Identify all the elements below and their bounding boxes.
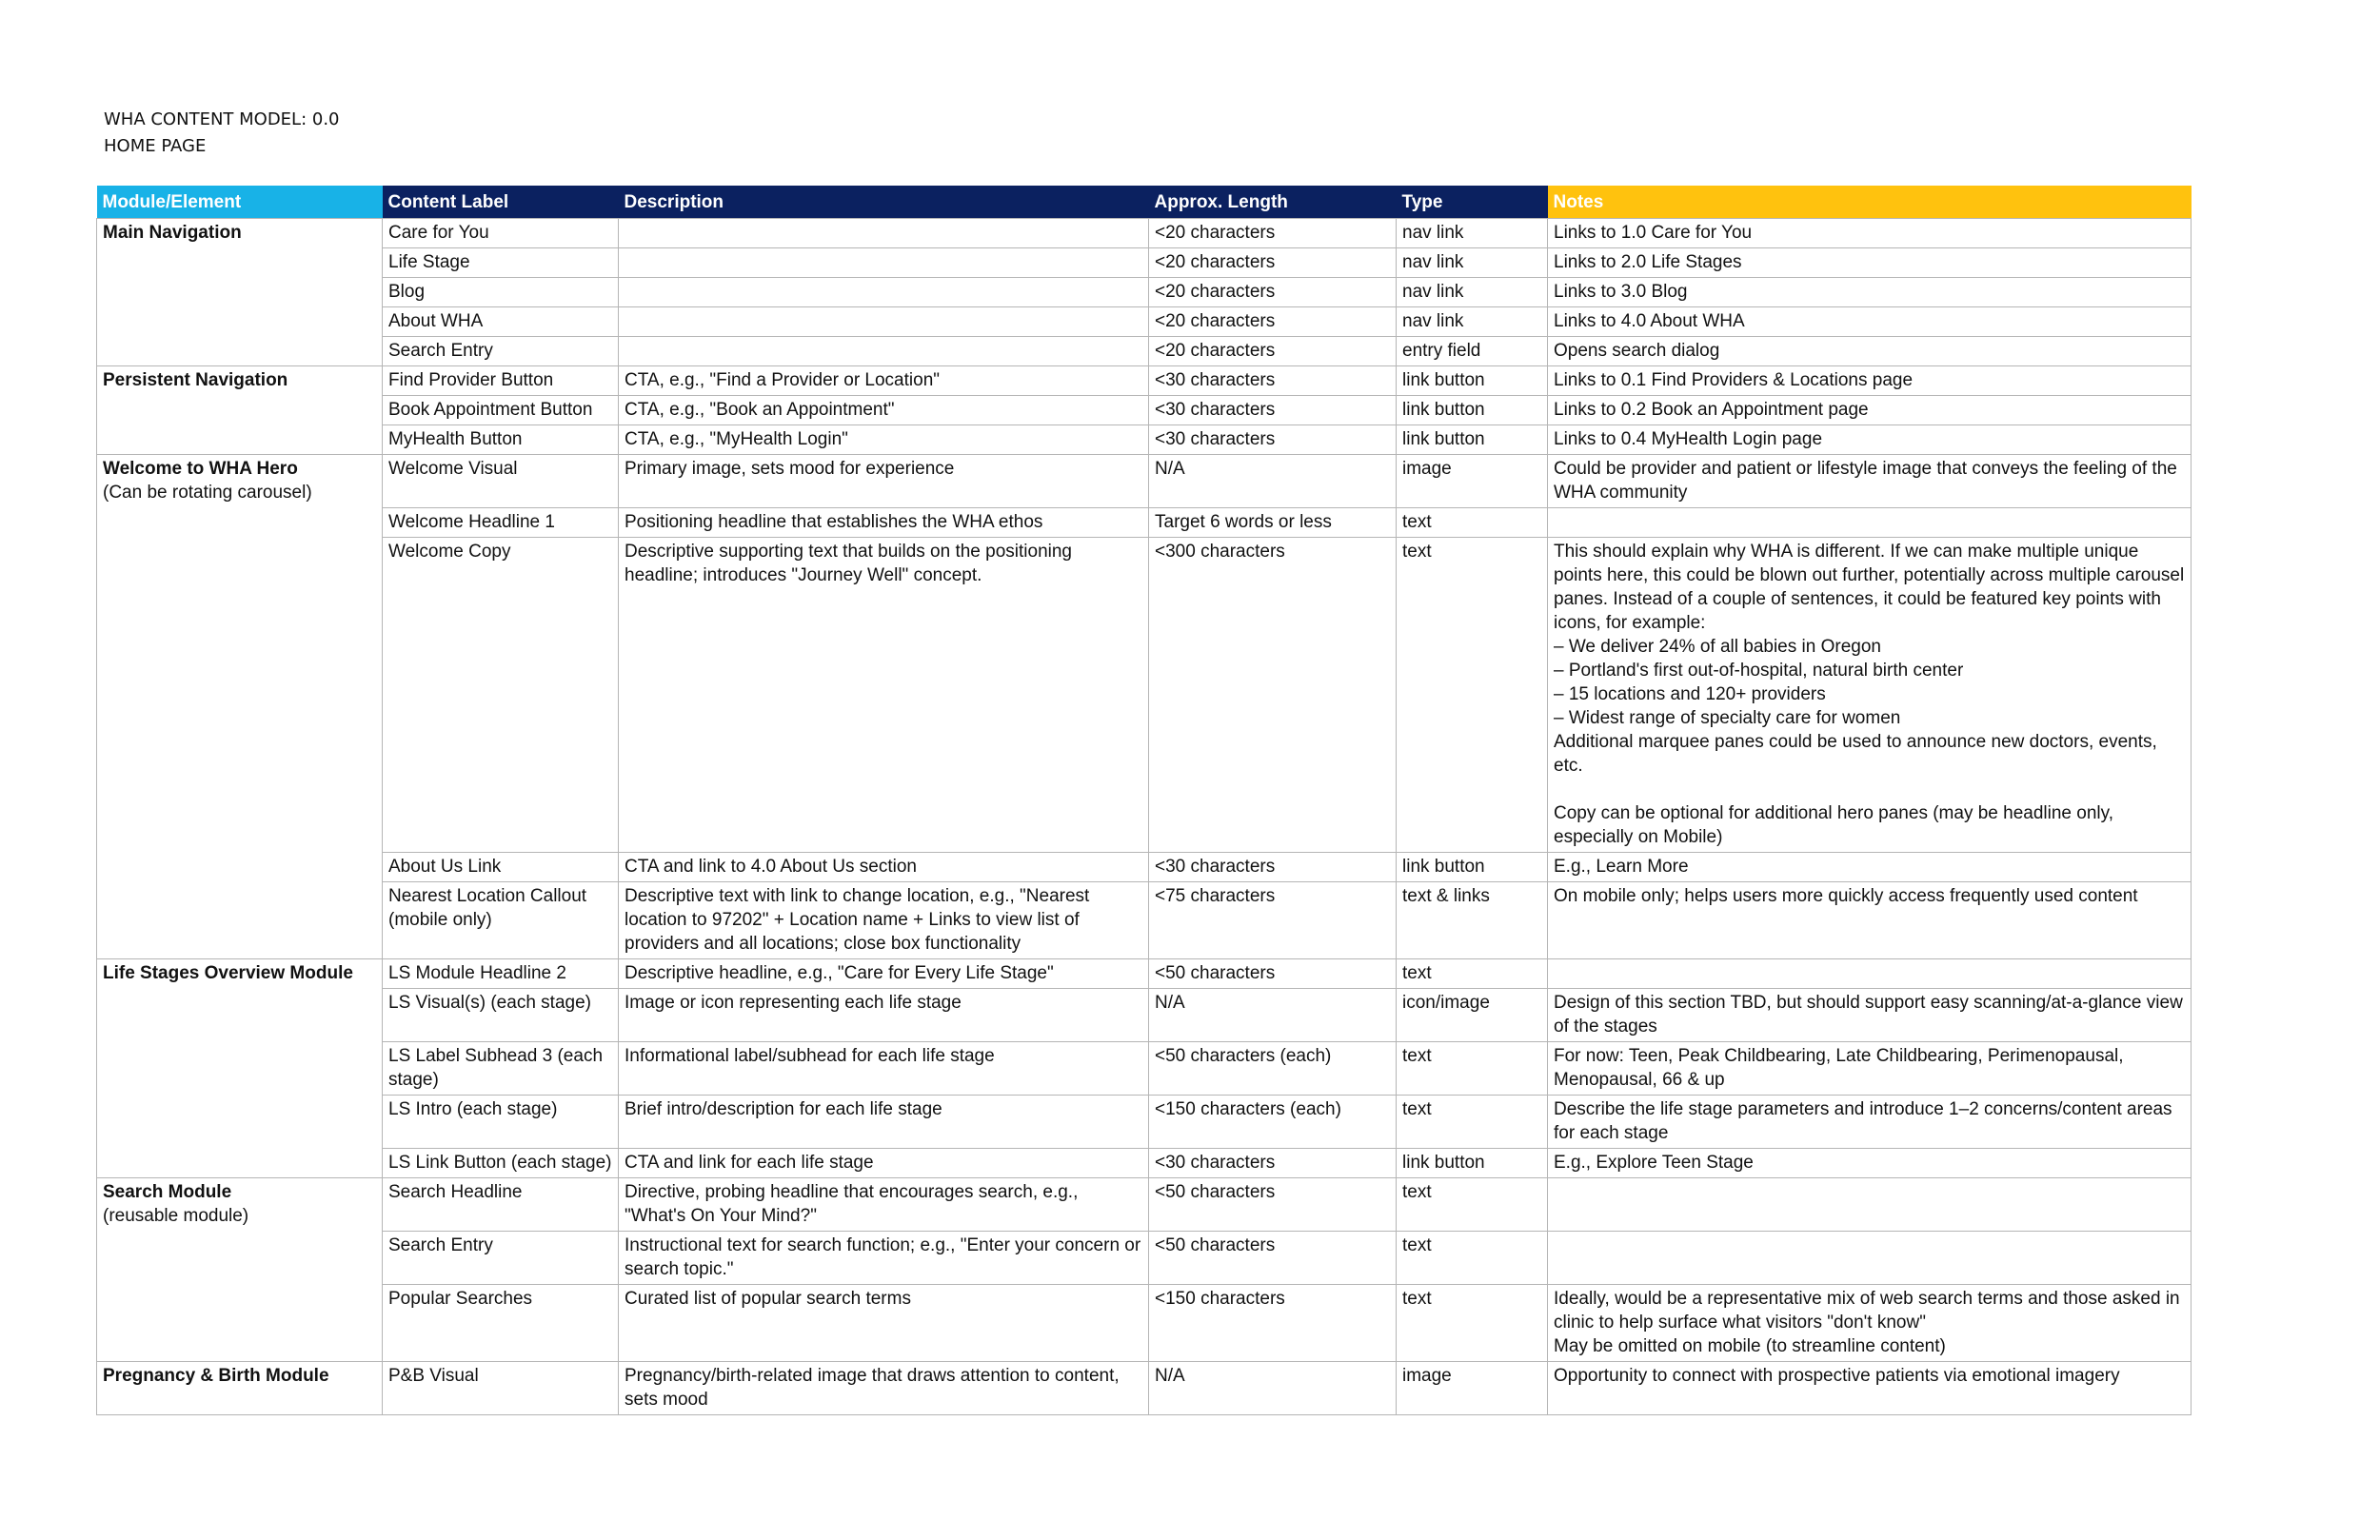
content-label-cell: Welcome Visual [383, 455, 619, 508]
type-cell: link button [1397, 396, 1548, 425]
description-cell [619, 248, 1149, 278]
description-cell: Brief intro/description for each life stage [619, 1096, 1149, 1149]
content-label-cell: MyHealth Button [383, 425, 619, 455]
module-cell [97, 455, 383, 959]
approx-length-cell: <50 characters [1149, 1232, 1397, 1285]
type-cell: icon/image [1397, 989, 1548, 1042]
type-cell: image [1397, 455, 1548, 508]
type-cell: image [1397, 1362, 1548, 1415]
content-label-cell: LS Link Button (each stage) [383, 1149, 619, 1178]
table-row [97, 455, 2192, 508]
approx-length-cell: <30 characters [1149, 396, 1397, 425]
type-cell: nav link [1397, 248, 1548, 278]
approx-length-cell: <150 characters [1149, 1285, 1397, 1362]
header-description: Description [619, 186, 1149, 219]
type-cell: link button [1397, 1149, 1548, 1178]
module-name: Life Stages Overview Module [103, 963, 353, 983]
content-label-cell: P&B Visual [383, 1362, 619, 1415]
table-row [97, 1285, 2192, 1362]
module-name: Main Navigation [103, 223, 242, 243]
table-row [97, 1232, 2192, 1285]
approx-length-cell: N/A [1149, 989, 1397, 1042]
content-label-cell: Blog [383, 278, 619, 307]
description-cell [619, 337, 1149, 366]
table-row [97, 1042, 2192, 1096]
approx-length-cell: <20 characters [1149, 307, 1397, 337]
notes-paragraph: – We deliver 24% of all babies in Oregon [1554, 637, 1881, 657]
module-name: Search Module [103, 1182, 232, 1202]
type-cell: text [1397, 508, 1548, 538]
content-label-cell: LS Module Headline 2 [383, 959, 619, 989]
type-cell: entry field [1397, 337, 1548, 366]
content-label-cell: Welcome Headline 1 [383, 508, 619, 538]
approx-length-cell: <150 characters (each) [1149, 1096, 1397, 1149]
content-model-table [96, 186, 2192, 1415]
approx-length-cell: <50 characters [1149, 959, 1397, 989]
content-label-cell: Nearest Location Callout (mobile only) [383, 882, 619, 959]
table-row [97, 248, 2192, 278]
type-cell: text [1397, 538, 1548, 853]
notes-paragraph [1554, 961, 2185, 985]
notes-paragraph: Opportunity to connect with prospective patients via emotional imagery [1554, 1366, 2120, 1386]
module-subtitle: (Can be rotating carousel) [103, 483, 312, 503]
notes-cell [1548, 1149, 2192, 1178]
description-cell: Curated list of popular search terms [619, 1285, 1149, 1362]
table-row [97, 219, 2192, 248]
type-cell: text & links [1397, 882, 1548, 959]
approx-length-cell: <20 characters [1149, 337, 1397, 366]
content-label-cell: About Us Link [383, 853, 619, 882]
table-row [97, 1362, 2192, 1415]
table-row [97, 396, 2192, 425]
content-label-cell: About WHA [383, 307, 619, 337]
table-row [97, 853, 2192, 882]
notes-cell [1548, 882, 2192, 959]
approx-length-cell: Target 6 words or less [1149, 508, 1397, 538]
approx-length-cell: <20 characters [1149, 278, 1397, 307]
table-row [97, 538, 2192, 853]
notes-paragraph: Could be provider and patient or lifestyle image that conveys the feeling of the WHA community [1554, 459, 2177, 503]
notes-cell [1548, 307, 2192, 337]
notes-paragraph: Links to 0.1 Find Providers & Locations page [1554, 370, 1914, 390]
table-row [97, 959, 2192, 989]
table-row [97, 508, 2192, 538]
table-row [97, 307, 2192, 337]
description-cell [619, 219, 1149, 248]
notes-paragraph [1554, 1234, 2185, 1257]
notes-cell [1548, 248, 2192, 278]
table-row [97, 989, 2192, 1042]
notes-cell [1548, 1362, 2192, 1415]
content-label-cell: Life Stage [383, 248, 619, 278]
type-cell: link button [1397, 853, 1548, 882]
content-label-cell: Care for You [383, 219, 619, 248]
content-label-cell: Welcome Copy [383, 538, 619, 853]
notes-paragraph: Links to 0.4 MyHealth Login page [1554, 429, 1823, 449]
module-subtitle: (reusable module) [103, 1206, 249, 1226]
notes-cell [1548, 219, 2192, 248]
notes-cell [1548, 959, 2192, 989]
notes-paragraph: Opens search dialog [1554, 341, 1720, 361]
type-cell: text [1397, 1285, 1548, 1362]
document-subtitle: HOME PAGE [104, 136, 207, 156]
description-cell: Directive, probing headline that encourages search, e.g., "What's On Your Mind?" [619, 1178, 1149, 1232]
content-label-cell: LS Visual(s) (each stage) [383, 989, 619, 1042]
table-row [97, 337, 2192, 366]
module-cell [97, 1178, 383, 1362]
notes-cell [1548, 1232, 2192, 1285]
approx-length-cell: <30 characters [1149, 853, 1397, 882]
description-cell: Positioning headline that establishes the WHA ethos [619, 508, 1149, 538]
header-module-element: Module/Element [97, 186, 383, 219]
notes-paragraph [1554, 510, 2185, 534]
notes-cell [1548, 1178, 2192, 1232]
notes-paragraph: Links to 3.0 Blog [1554, 282, 1688, 302]
description-cell: CTA, e.g., "Find a Provider or Location" [619, 366, 1149, 396]
table-header-row [97, 186, 2192, 219]
type-cell: text [1397, 1232, 1548, 1285]
notes-paragraph: Design of this section TBD, but should support easy scanning/at-a-glance view of the stages [1554, 993, 2183, 1037]
notes-paragraph: Copy can be optional for additional hero panes (may be headline only, especially on Mobile) [1554, 803, 2113, 847]
content-label-cell: Book Appointment Button [383, 396, 619, 425]
notes-cell [1548, 538, 2192, 853]
notes-paragraph: Additional marquee panes could be used to announce new doctors, events, etc. [1554, 732, 2157, 776]
notes-paragraph: – Portland's first out-of-hospital, natural birth center [1554, 661, 1964, 681]
content-label-cell: Popular Searches [383, 1285, 619, 1362]
header-content-label: Content Label [383, 186, 619, 219]
notes-paragraph: For now: Teen, Peak Childbearing, Late Childbearing, Perimenopausal, Menopausal, 66 & up [1554, 1046, 2124, 1090]
approx-length-cell: <75 characters [1149, 882, 1397, 959]
description-cell [619, 278, 1149, 307]
notes-paragraph: Describe the life stage parameters and introduce 1–2 concerns/content areas for each stage [1554, 1099, 2172, 1143]
notes-cell [1548, 337, 2192, 366]
notes-paragraph: On mobile only; helps users more quickly access frequently used content [1554, 886, 2138, 906]
notes-paragraph: Links to 1.0 Care for You [1554, 223, 1753, 243]
notes-paragraph: May be omitted on mobile (to streamline content) [1554, 1336, 1946, 1356]
description-cell [619, 307, 1149, 337]
approx-length-cell: N/A [1149, 1362, 1397, 1415]
description-cell: CTA, e.g., "MyHealth Login" [619, 425, 1149, 455]
notes-paragraph [1554, 1180, 2185, 1204]
notes-cell [1548, 853, 2192, 882]
description-cell: Informational label/subhead for each life stage [619, 1042, 1149, 1096]
notes-paragraph: E.g., Learn More [1554, 857, 1689, 877]
type-cell: text [1397, 959, 1548, 989]
notes-cell [1548, 278, 2192, 307]
notes-paragraph: This should explain why WHA is different. If we can make multiple unique points here, this could be blown out further, potentially across multiple carousel panes. Instead of a couple of sentences, it could be featured key points with icons, for example: [1554, 542, 2185, 633]
module-name: Persistent Navigation [103, 370, 288, 390]
type-cell: link button [1397, 366, 1548, 396]
notes-paragraph: E.g., Explore Teen Stage [1554, 1153, 1754, 1173]
notes-paragraph [1554, 778, 2185, 801]
document-title: WHA CONTENT MODEL: 0.0 [104, 109, 340, 129]
description-cell: Descriptive supporting text that builds on the positioning headline; introduces "Journey Well" concept. [619, 538, 1149, 853]
notes-cell [1548, 1042, 2192, 1096]
type-cell: link button [1397, 425, 1548, 455]
table-row [97, 278, 2192, 307]
notes-paragraph: Links to 4.0 About WHA [1554, 311, 1745, 331]
content-label-cell: LS Label Subhead 3 (each stage) [383, 1042, 619, 1096]
approx-length-cell: <20 characters [1149, 219, 1397, 248]
approx-length-cell: <30 characters [1149, 1149, 1397, 1178]
module-cell [97, 959, 383, 1178]
table-row [97, 425, 2192, 455]
notes-paragraph: – 15 locations and 120+ providers [1554, 684, 1826, 704]
notes-paragraph: Links to 0.2 Book an Appointment page [1554, 400, 1869, 420]
type-cell: nav link [1397, 278, 1548, 307]
table-row [97, 1096, 2192, 1149]
description-cell: CTA and link for each life stage [619, 1149, 1149, 1178]
table-body [97, 219, 2192, 1415]
table-row [97, 366, 2192, 396]
content-label-cell: LS Intro (each stage) [383, 1096, 619, 1149]
description-cell: Descriptive headline, e.g., "Care for Every Life Stage" [619, 959, 1149, 989]
content-label-cell: Search Entry [383, 337, 619, 366]
type-cell: nav link [1397, 219, 1548, 248]
approx-length-cell: <50 characters (each) [1149, 1042, 1397, 1096]
document-header [104, 107, 340, 160]
notes-paragraph: Ideally, would be a representative mix of web search terms and those asked in clinic to help surface what visitors "don't know" [1554, 1289, 2180, 1333]
approx-length-cell: <30 characters [1149, 366, 1397, 396]
type-cell: text [1397, 1178, 1548, 1232]
description-cell: Image or icon representing each life stage [619, 989, 1149, 1042]
notes-cell [1548, 366, 2192, 396]
content-label-cell: Find Provider Button [383, 366, 619, 396]
header-type: Type [1397, 186, 1548, 219]
content-label-cell: Search Headline [383, 1178, 619, 1232]
description-cell: Primary image, sets mood for experience [619, 455, 1149, 508]
description-cell: Pregnancy/birth-related image that draws attention to content, sets mood [619, 1362, 1149, 1415]
description-cell: Instructional text for search function; e.g., "Enter your concern or search topic." [619, 1232, 1149, 1285]
notes-cell [1548, 1285, 2192, 1362]
description-cell: Descriptive text with link to change location, e.g., "Nearest location to 97202" + Location name + Links to view list of providers and all locations; close box functionality [619, 882, 1149, 959]
notes-cell [1548, 455, 2192, 508]
header-approx-length: Approx. Length [1149, 186, 1397, 219]
notes-paragraph: – Widest range of specialty care for women [1554, 708, 1901, 728]
type-cell: nav link [1397, 307, 1548, 337]
table-row [97, 1178, 2192, 1232]
table-row [97, 1149, 2192, 1178]
type-cell: text [1397, 1096, 1548, 1149]
approx-length-cell: <30 characters [1149, 425, 1397, 455]
description-cell: CTA, e.g., "Book an Appointment" [619, 396, 1149, 425]
module-name: Welcome to WHA Hero [103, 459, 298, 479]
notes-cell [1548, 1096, 2192, 1149]
module-cell [97, 366, 383, 455]
notes-cell [1548, 508, 2192, 538]
notes-cell [1548, 425, 2192, 455]
module-cell [97, 1362, 383, 1415]
approx-length-cell: <20 characters [1149, 248, 1397, 278]
module-name: Pregnancy & Birth Module [103, 1366, 329, 1386]
content-label-cell: Search Entry [383, 1232, 619, 1285]
table-row [97, 882, 2192, 959]
approx-length-cell: N/A [1149, 455, 1397, 508]
module-cell [97, 219, 383, 366]
type-cell: text [1397, 1042, 1548, 1096]
approx-length-cell: <300 characters [1149, 538, 1397, 853]
notes-cell [1548, 396, 2192, 425]
description-cell: CTA and link to 4.0 About Us section [619, 853, 1149, 882]
approx-length-cell: <50 characters [1149, 1178, 1397, 1232]
notes-paragraph: Links to 2.0 Life Stages [1554, 252, 1742, 272]
header-notes: Notes [1548, 186, 2192, 219]
notes-cell [1548, 989, 2192, 1042]
